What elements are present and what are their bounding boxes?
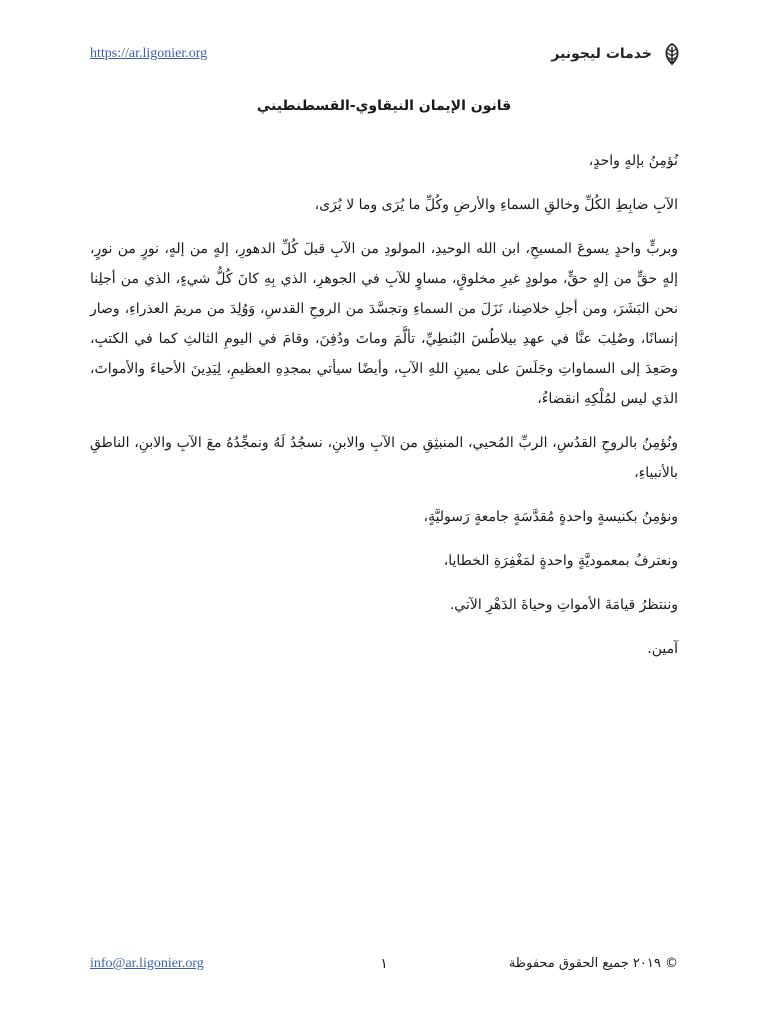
brand-logo bbox=[551, 42, 684, 66]
paragraph: الآبِ ضابِطِ الكُلِّ وخالقِ السماءِ والأرضِ وكُلِّ ما يُرَى وما لا يُرَى، bbox=[314, 197, 678, 213]
copyright-notice: © ٢٠١٩ جميع الحقوق محفوظة bbox=[508, 956, 678, 971]
document-title: قانون الإيمان النيقاوي-القسطنطيني bbox=[256, 98, 512, 114]
contact-email-link[interactable]: info@ar.ligonier.org bbox=[90, 956, 204, 971]
creed-body bbox=[90, 146, 678, 678]
paragraph: آمين. bbox=[647, 641, 678, 657]
brand-name: خدمات ليجونير bbox=[551, 46, 652, 62]
paragraph: ونعترفُ بمعموديَّةٍ واحدةٍ لمَغْفِرَةِ الخطايا، bbox=[443, 553, 678, 569]
page-number: ١ bbox=[380, 956, 388, 972]
paragraph: وننتظرُ قيامَةَ الأمواتِ وحياةَ الدَهْرِ الآتي. bbox=[449, 597, 678, 613]
paragraph: ونُؤمِنُ بالروحِ القدُسِ، الربِّ المُحيي، المنبثِقِ من الآبِ والابنِ، نسجُدُ لَهُ ونمجِّدُهُ معَ الآبِ والابنِ، الناطقِ بالأنبياءِ، bbox=[90, 435, 678, 481]
leaf-logo-icon bbox=[660, 42, 684, 66]
paragraph: نُؤمِنُ بإلهٍ واحدٍ، bbox=[588, 153, 678, 169]
paragraph: ونؤمِنُ بكنيسةٍ واحدةٍ مُقدَّسَةٍ جامعةٍ رَسوليَّةٍ، bbox=[423, 509, 678, 525]
website-link[interactable]: https://ar.ligonier.org bbox=[90, 46, 208, 61]
paragraph: وبربٍّ واحدٍ يسوعَ المسيحِ، ابن الله الوحيدِ، المولودِ من الآبِ قبلَ كُلِّ الدهورِ، إلهٍ من إلهٍ، نورٍ من نورٍ، إلهٍ حقٍّ من إلهٍ حقٍّ، مولودٍ غيرِ مخلوقٍ، مساوٍ للآبِ في الجوهرِ، الذي بِهِ كانَ كُلُّ شيءٍ، الذي من أجلِنا نحن البَشَرَ، ومن أجلِ خلاصِنا، نَزَلَ من السماءِ وتجسَّدَ من الروحِ القدسِ، وَوُلِدَ من مريمَ العذراءِ، وصار إنسانًا، وصُلِبَ عنَّا في عهدِ بيلاطُسَ البُنطِيِّ، تألَّمَ وماتَ ودُفِنَ، وقامَ في اليومِ الثالثِ كما في الكتبِ، وصَعِدَ إلى السماواتِ وجَلَسَ على يمينِ اللهِ الآبِ، وأيضًا سيأتي بمجدِهِ العظيمِ، لِيَدِينَ الأحياءَ والأمواتَ، الذي ليس لمُلْكِهِ انقضاءُ، bbox=[90, 241, 678, 407]
